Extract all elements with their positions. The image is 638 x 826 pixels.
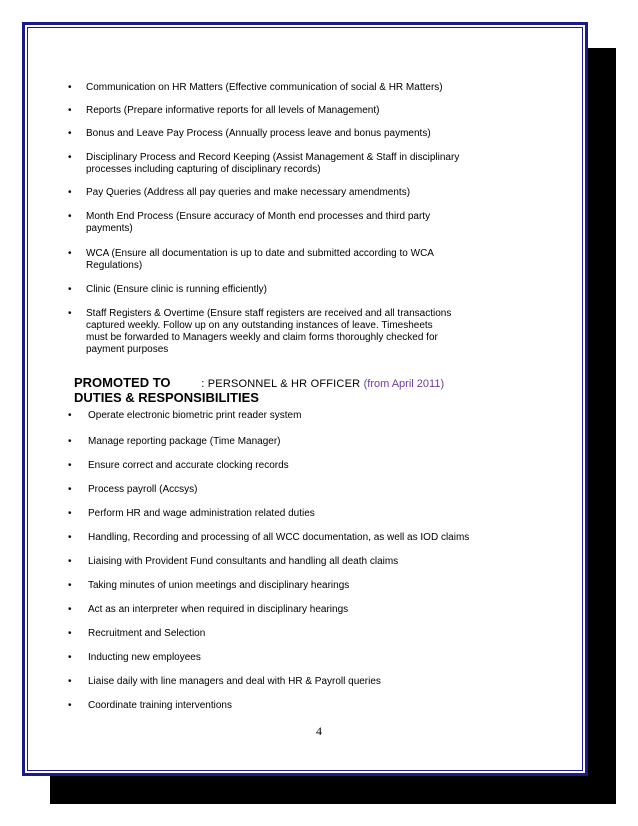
promotion-heading bbox=[74, 375, 444, 390]
bullet-icon: • bbox=[68, 410, 72, 421]
promotion-date-note: (from April 2011) bbox=[363, 378, 445, 390]
bullet-icon: • bbox=[68, 248, 72, 259]
bullet-icon: • bbox=[68, 152, 72, 163]
list-item-text: Inducting new employees bbox=[88, 652, 201, 663]
list-item-text: Clinic (Ensure clinic is running efficiently) bbox=[86, 284, 267, 295]
promotion-position: : PERSONNEL & HR OFFICER bbox=[201, 378, 361, 390]
list-item-text: Month End Process (Ensure accuracy of Month end processes and third party bbox=[86, 211, 431, 222]
bullet-icon: • bbox=[68, 105, 72, 116]
list-item-text: payment purposes bbox=[86, 344, 169, 355]
bullet-icon: • bbox=[68, 556, 72, 567]
list-item-text: Liaising with Provident Fund consultants and handling all death claims bbox=[88, 556, 399, 567]
bullet-icon: • bbox=[68, 211, 72, 222]
list-item-text: Communication on HR Matters (Effective communication of social & HR Matters) bbox=[86, 82, 443, 93]
list-item-text: Taking minutes of union meetings and disciplinary hearings bbox=[88, 580, 350, 591]
bullet-icon: • bbox=[68, 436, 72, 447]
bullet-icon: • bbox=[68, 580, 72, 591]
list-item-text: Manage reporting package (Time Manager) bbox=[88, 436, 281, 447]
bullet-icon: • bbox=[68, 128, 72, 139]
list-item-text: Recruitment and Selection bbox=[88, 628, 206, 639]
list-item-text: processes including capturing of disciplinary records) bbox=[86, 164, 321, 175]
bullet-icon: • bbox=[68, 484, 72, 495]
list-item-text: Operate electronic biometric print reader system bbox=[88, 410, 302, 421]
bullet-icon: • bbox=[68, 532, 72, 543]
bullet-icon: • bbox=[68, 700, 72, 711]
list-item-text: Handling, Recording and processing of all WCC documentation, as well as IOD claims bbox=[88, 532, 470, 543]
bullet-icon: • bbox=[68, 82, 72, 93]
bullet-icon: • bbox=[68, 508, 72, 519]
bullet-icon: • bbox=[68, 187, 72, 198]
list-item-text: Disciplinary Process and Record Keeping (Assist Management & Staff in disciplinary bbox=[86, 152, 460, 163]
list-item-text: captured weekly. Follow up on any outstanding instances of leave. Timesheets bbox=[86, 320, 433, 331]
list-item-text: Reports (Prepare informative reports for all levels of Management) bbox=[86, 105, 380, 116]
duties-heading-text: DUTIES & RESPONSIBILITIES bbox=[74, 390, 259, 405]
bullet-icon: • bbox=[68, 284, 72, 295]
bullet-icon: • bbox=[68, 628, 72, 639]
duties-heading bbox=[74, 390, 259, 405]
list-item-text: Staff Registers & Overtime (Ensure staff registers are received and all transactions bbox=[86, 308, 452, 319]
bullet-icon: • bbox=[68, 604, 72, 615]
list-item-text: Perform HR and wage administration related duties bbox=[88, 508, 315, 519]
list-item-text: Ensure correct and accurate clocking records bbox=[88, 460, 289, 471]
promotion-label: PROMOTED TO bbox=[74, 375, 171, 390]
list-item-text: payments) bbox=[86, 223, 133, 234]
bullet-icon: • bbox=[68, 652, 72, 663]
list-item-text: Pay Queries (Address all pay queries and make necessary amendments) bbox=[86, 187, 411, 198]
list-item-text: must be forwarded to Managers weekly and claim forms thoroughly checked for bbox=[86, 332, 438, 343]
list-item-text: Bonus and Leave Pay Process (Annually process leave and bonus payments) bbox=[86, 128, 431, 139]
list-item-text: WCA (Ensure all documentation is up to date and submitted according to WCA bbox=[86, 248, 434, 259]
list-item-text: Coordinate training interventions bbox=[88, 700, 232, 711]
list-item-text: Liaise daily with line managers and deal with HR & Payroll queries bbox=[88, 676, 381, 687]
page-number: 4 bbox=[316, 724, 322, 738]
bullet-icon: • bbox=[68, 676, 72, 687]
bullet-icon: • bbox=[68, 460, 72, 471]
list-item-text: Act as an interpreter when required in disciplinary hearings bbox=[88, 604, 349, 615]
bullet-icon: • bbox=[68, 308, 72, 319]
list-item-text: Regulations) bbox=[86, 260, 143, 271]
list-item-text: Process payroll (Accsys) bbox=[88, 484, 198, 495]
